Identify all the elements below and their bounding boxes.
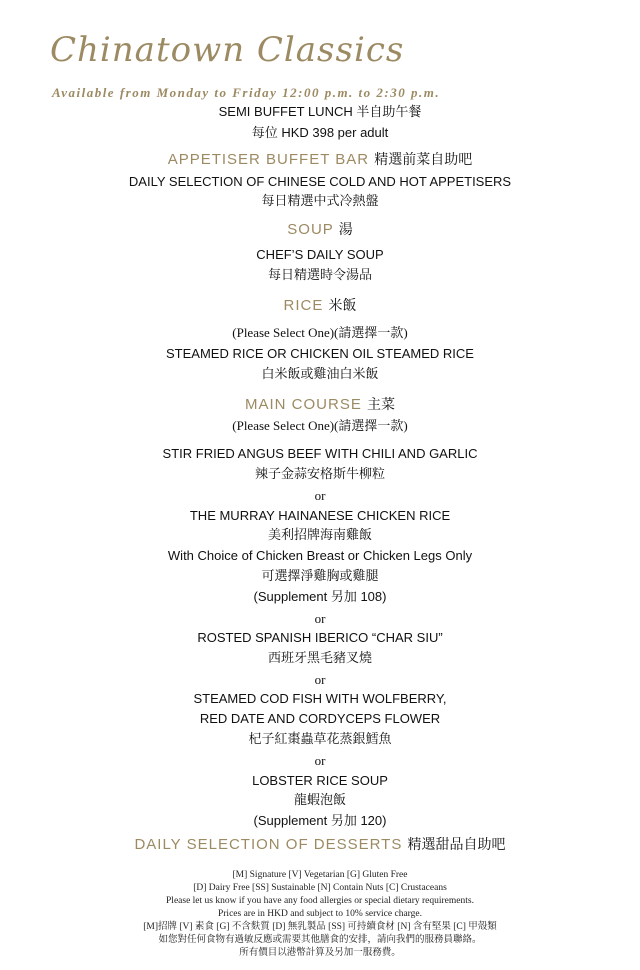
cod-item-en-line1: STEAMED COD FISH WITH WOLFBERRY, (193, 691, 447, 706)
menu-title: Chinatown Classics (50, 30, 405, 70)
appetiser-item-cn: 每日精選中式冷熱盤 (261, 193, 379, 208)
lobster-item-en: LOBSTER RICE SOUP (252, 773, 388, 788)
rice-heading (0, 297, 640, 315)
main-heading (0, 396, 640, 414)
appetiser-heading-en: APPETISER BUFFET BAR (167, 151, 370, 168)
or-separator: or (314, 611, 326, 626)
chicken-choice-en: With Choice of Chicken Breast or Chicken Legs Only (167, 548, 473, 563)
main-heading-cn: 主菜 (367, 396, 395, 412)
lobster-supplement: (Supplement 另加 120) (253, 813, 387, 828)
soup-heading (0, 221, 640, 239)
beef-item-en: STIR FRIED ANGUS BEEF WITH CHILI AND GARLIC (162, 446, 478, 461)
soup-item-en: CHEF’S DAILY SOUP (256, 247, 384, 262)
allergy-note: Please let us know if you have any food allergies or special dietary requirements. (166, 896, 474, 906)
rice-item-cn: 白米飯或雞油白米飯 (261, 366, 379, 381)
price-note-cn: 所有價目以港幣計算及另加一服務費。 (239, 948, 401, 958)
menu-price (0, 125, 640, 141)
cod-item-cn: 杞子紅棗蟲草花蒸銀鱈魚 (248, 731, 392, 746)
rice-select-note: (Please Select One)(請選擇一款) (232, 325, 408, 340)
rice-item-en: STEAMED RICE OR CHICKEN OIL STEAMED RICE (166, 346, 474, 361)
price-note: Prices are in HKD and subject to 10% service charge. (217, 909, 422, 919)
legend-line-2: [D] Dairy Free [SS] Sustainable [N] Contain Nuts [C] Crustaceans (193, 883, 447, 893)
desserts-heading-en: DAILY SELECTION OF DESSERTS (134, 836, 403, 853)
lobster-item-cn: 龍蝦泡飯 (293, 792, 346, 807)
chicken-choice-cn: 可選擇淨雞胸或雞腿 (261, 568, 379, 583)
beef-item-cn: 辣子金蒜安格斯牛柳粒 (254, 466, 385, 481)
soup-heading-cn: 湯 (338, 221, 353, 237)
menu-price-text: 每位 HKD 398 per adult (251, 125, 389, 140)
chicken-item-en: THE MURRAY HAINANESE CHICKEN RICE (189, 508, 451, 523)
or-separator: or (314, 672, 326, 687)
main-heading-en: MAIN COURSE (244, 396, 362, 413)
chicken-item-cn: 美利招牌海南雞飯 (267, 527, 372, 542)
availability-text: Available from Monday to Friday 12:00 p.m. to 2:30 p.m. (52, 85, 441, 100)
appetiser-heading (0, 151, 640, 169)
appetiser-heading-cn: 精選前菜自助吧 (374, 151, 473, 167)
allergy-note-cn: 如您對任何食物有過敏反應或需要其他膳食的安排，請向我們的服務員聯絡。 (158, 935, 482, 945)
desserts-heading (0, 836, 640, 854)
or-separator: or (314, 488, 326, 503)
legend-line-1: [M] Signature [V] Vegetarian [G] Gluten Free (232, 870, 408, 880)
cod-item-en-line2: RED DATE AND CORDYCEPS FLOWER (199, 711, 441, 726)
chicken-supplement: (Supplement 另加 108) (253, 589, 387, 604)
menu-name: SEMI BUFFET LUNCH 半自助午餐 (218, 104, 422, 119)
or-separator: or (314, 753, 326, 768)
appetiser-item-en: DAILY SELECTION OF CHINESE COLD AND HOT APPETISERS (128, 174, 512, 189)
charsiu-item-en: ROSTED SPANISH IBERICO “CHAR SIU” (197, 630, 443, 645)
charsiu-item-cn: 西班牙黑毛豬叉燒 (267, 650, 372, 665)
rice-heading-en: RICE (283, 297, 324, 314)
soup-item-cn: 每日精選時令湯品 (267, 267, 372, 282)
soup-heading-en: SOUP (287, 221, 334, 238)
legend-line-cn: [M]招牌 [V] 素食 [G] 不含麩質 [D] 無乳製品 [SS] 可持續食材 [N] 含有堅果 [C] 甲殼類 (143, 922, 497, 932)
main-select-note: (Please Select One)(請選擇一款) (232, 418, 408, 433)
rice-heading-cn: 米飯 (328, 297, 357, 313)
desserts-heading-cn: 精選甜品自助吧 (407, 836, 506, 852)
